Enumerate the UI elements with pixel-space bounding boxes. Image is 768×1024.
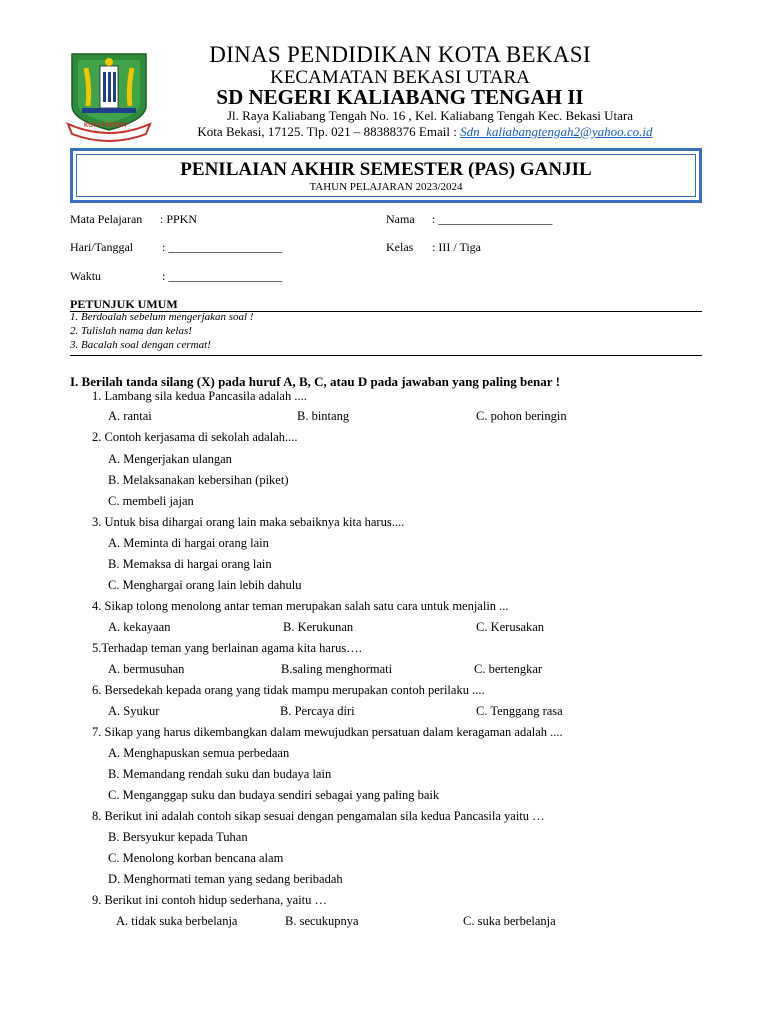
class-value: : III / Tiga bbox=[432, 240, 482, 254]
answer-option[interactable]: C. Menghargai orang lain lebih dahulu bbox=[108, 578, 302, 592]
answer-option[interactable]: B. Bersyukur kepada Tuhan bbox=[108, 830, 248, 844]
question-text: 7. Sikap yang harus dikembangkan dalam mewujudkan persatuan dalam keragaman adalah .... bbox=[92, 725, 563, 739]
school-contact bbox=[160, 124, 690, 140]
name-label: Nama bbox=[386, 212, 415, 226]
time-field[interactable]: : ___________________ bbox=[162, 269, 283, 283]
answer-option[interactable]: B. Kerukunan bbox=[283, 620, 354, 634]
question-text: 8. Berikut ini adalah contoh sikap sesuai dengan pengamalan sila kedua Pancasila yaitu … bbox=[92, 809, 545, 823]
answer-option[interactable]: C. Tenggang rasa bbox=[476, 704, 563, 718]
instruction-item: 1. Berdoalah sebelum mengerjakan soal ! bbox=[70, 311, 254, 323]
answer-option[interactable]: B. bintang bbox=[297, 409, 350, 423]
question-text: 9. Berikut ini contoh hidup sederhana, yaitu … bbox=[92, 893, 328, 907]
answer-option[interactable]: D. Menghormati teman yang sedang beribadah bbox=[108, 872, 343, 886]
class-label: Kelas bbox=[386, 240, 414, 254]
contact-text: Kota Bekasi, 17125. Tlp. 021 – 88388376 Email : bbox=[197, 124, 461, 139]
answer-option[interactable]: A. rantai bbox=[108, 409, 152, 423]
answer-option[interactable]: B. Percaya diri bbox=[280, 704, 355, 718]
answer-option[interactable]: B. secukupnya bbox=[285, 914, 359, 928]
school-address: Jl. Raya Kaliabang Tengah No. 16 , Kel. Kaliabang Tengah Kec. Bekasi Utara bbox=[227, 108, 633, 123]
question-text: 2. Contoh kerjasama di sekolah adalah.... bbox=[92, 430, 298, 444]
exam-title-box bbox=[70, 148, 702, 203]
answer-option[interactable]: B. Memandang rendah suku dan budaya lain bbox=[108, 767, 332, 781]
answer-option[interactable]: C. Menganggap suku dan budaya sendiri sebagai yang paling baik bbox=[108, 788, 440, 802]
name-field[interactable]: : ___________________ bbox=[432, 212, 553, 226]
logo-motto: KOTA PATRIOT bbox=[84, 123, 128, 129]
answer-option[interactable]: C. suka berbelanja bbox=[463, 914, 556, 928]
exam-title: PENILAIAN AKHIR SEMESTER (PAS) GANJIL bbox=[180, 159, 592, 180]
answer-option[interactable]: C. Menolong korban bencana alam bbox=[108, 851, 284, 865]
answer-option[interactable]: C. pohon beringin bbox=[476, 409, 567, 423]
answer-option[interactable]: C. Kerusakan bbox=[476, 620, 545, 634]
answer-option[interactable]: A. Meminta di hargai orang lain bbox=[108, 536, 269, 550]
answer-option[interactable]: B. Memaksa di hargai orang lain bbox=[108, 557, 272, 571]
date-label: Hari/Tanggal bbox=[70, 240, 134, 254]
answer-option[interactable]: B.saling menghormati bbox=[281, 662, 393, 676]
answer-option[interactable]: A. tidak suka berbelanja bbox=[116, 914, 238, 928]
answer-option[interactable]: A. kekayaan bbox=[108, 620, 171, 634]
subject-value: : PPKN bbox=[160, 212, 198, 226]
answer-option[interactable]: A. Menghapuskan semua perbedaan bbox=[108, 746, 290, 760]
divider-bottom bbox=[70, 355, 702, 356]
time-label: Waktu bbox=[70, 269, 102, 283]
school-name: SD NEGERI KALIABANG TENGAH II bbox=[216, 85, 584, 109]
answer-option[interactable]: C. membeli jajan bbox=[108, 494, 194, 508]
agency-name: DINAS PENDIDIKAN KOTA BEKASI bbox=[209, 42, 591, 67]
answer-option[interactable]: A. Mengerjakan ulangan bbox=[108, 452, 232, 466]
question-text: 4. Sikap tolong menolong antar teman merupakan salah satu cara untuk menjalin ... bbox=[92, 599, 509, 613]
answer-option[interactable]: C. bertengkar bbox=[474, 662, 543, 676]
instruction-item: 2. Tulislah nama dan kelas! bbox=[70, 325, 192, 337]
academic-year: TAHUN PELAJARAN 2023/2024 bbox=[309, 181, 463, 193]
question-text: 3. Untuk bisa dihargai orang lain maka sebaiknya kita harus.... bbox=[92, 515, 405, 529]
question-text: 1. Lambang sila kedua Pancasila adalah .... bbox=[92, 389, 307, 403]
subject-label: Mata Pelajaran bbox=[70, 212, 143, 226]
instructions-heading: PETUNJUK UMUM bbox=[70, 297, 178, 311]
answer-option[interactable]: B. Melaksanakan kebersihan (piket) bbox=[108, 473, 289, 487]
answer-option[interactable]: A. Syukur bbox=[108, 704, 160, 718]
question-text: 6. Bersedekah kepada orang yang tidak mampu merupakan contoh perilaku .... bbox=[92, 683, 485, 697]
district-name: KECAMATAN BEKASI UTARA bbox=[270, 67, 530, 88]
question-text: 5.Terhadap teman yang berlainan agama kita harus…. bbox=[92, 641, 362, 655]
date-field[interactable]: : ___________________ bbox=[162, 240, 283, 254]
answer-option[interactable]: A. bermusuhan bbox=[108, 662, 185, 676]
instruction-item: 3. Bacalah soal dengan cermat! bbox=[70, 339, 211, 351]
email-link[interactable]: Sdn_kaliabangtengah2@yahoo.co.id bbox=[460, 124, 653, 139]
section-title: I. Berilah tanda silang (X) pada huruf A, B, C, atau D pada jawaban yang paling benar ! bbox=[70, 374, 560, 389]
